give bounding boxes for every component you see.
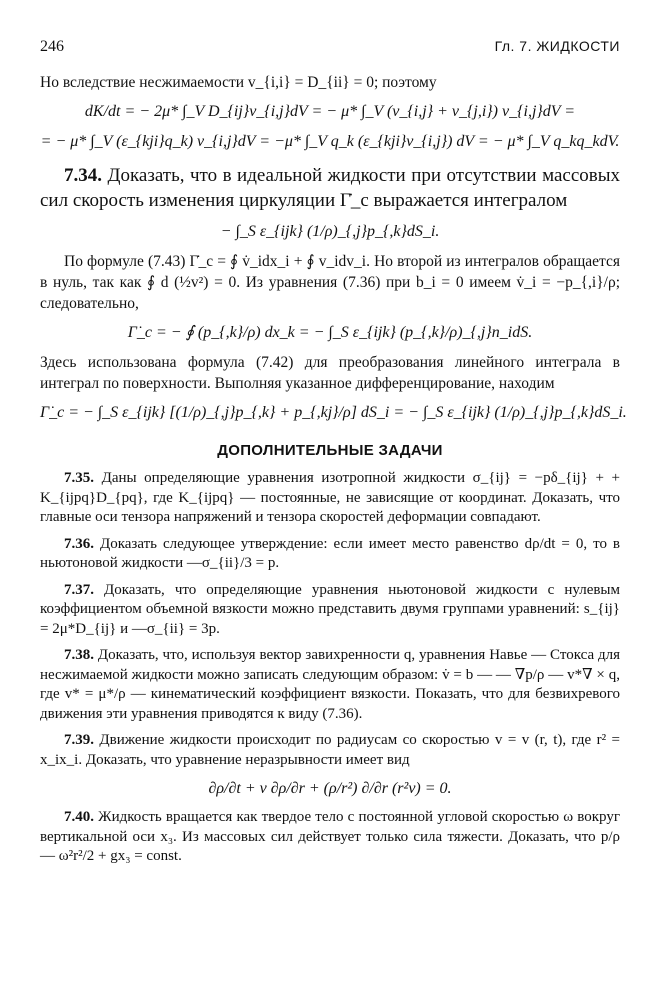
equation-dk-line-2: = − μ* ∫_V (ε_{kji}q_k) v_{i,j}dV = −μ* ∫_V q_k (ε_{kji}v_{i,j}) dV = − μ* ∫_V q_kq_kdV.	[40, 133, 620, 150]
problem-number: 7.34.	[64, 165, 102, 186]
solution-paragraph-2: Здесь использована формула (7.42) для преобразования линейного интеграла в интеграл по поверхности. Выполняя указанное дифференцирование, находим	[40, 354, 620, 392]
equation-gamma-1: Γ̇_c = − ∮ (p_{,k}/ρ) dx_k = − ∫_S ε_{ijk} (p_{,k}/ρ)_{,j}n_idS.	[127, 324, 533, 341]
solution-paragraph-1: По формуле (7.43) Γ̇_c = ∮ v̇_idx_i + ∮ v_idv_i. Но второй из интегралов обращается в нуль, так как ∮ d (½v²) = 0. Из уравнения (7.36) при b_i = 0 имеем v̇_i = −p_{,i}/ρ; следовательно,	[40, 253, 620, 312]
problem-text: Жидкость вращается как твердое тело с постоянной угловой скоростью ω вокруг вертикальной оси x₃. Из массовых сил действует только сила тяжести. Доказать, что p/ρ — ω²r²/2 + gx₃ = const.	[40, 809, 620, 864]
equation-dk-line-1: dK/dt = − 2μ* ∫_V D_{ij}v_{i,j}dV = − μ* ∫_V (v_{i,j} + v_{j,i}) v_{i,j}dV =	[84, 103, 576, 120]
problem-7-39	[40, 731, 620, 770]
problem-number: 7.39.	[64, 732, 94, 748]
chapter-title: Гл. 7. ЖИДКОСТИ	[494, 38, 620, 54]
problem-7-38	[40, 646, 620, 724]
equation-gamma-2: Γ̇_c = − ∫_S ε_{ijk} [(1/ρ)_{,j}p_{,k} + p_{,kj}/ρ] dS_i = − ∫_S ε_{ijk} (1/ρ)_{,j}p_{,k}dS_i.	[40, 404, 627, 421]
problem-text: Доказать, что определяющие уравнения ньютоновой жидкости с нулевым коэффициентом объемной вязкости можно представить двумя группами уравнений: s_{ij} = 2μ*D_{ij} и —σ_{ii} = 3p.	[40, 581, 620, 637]
problem-number: 7.35.	[64, 470, 94, 486]
problem-number: 7.40.	[64, 809, 94, 825]
page	[40, 38, 627, 874]
problem-7-37	[40, 581, 620, 640]
problem-7-34	[40, 163, 620, 213]
intro-line: Но вследствие несжимаемости v_{i,i} = D_{ii} = 0; поэтому	[40, 74, 437, 91]
equation-continuity: ∂ρ/∂t + v ∂ρ/∂r + (ρ/r²) ∂/∂r (r²v) = 0.	[208, 780, 452, 797]
running-header	[40, 38, 620, 56]
problem-text: Доказать, что, используя вектор завихренности q, уравнения Навье — Стокса для несжимаемой жидкости можно записать следующим образом: v̇ = b — — ∇p/ρ — v*∇ × q, где v* = μ*/ρ — кинематический коэффициент вязкости. Показать, что для безвихревого движения эти уравнения приводятся к виду (7.36).	[40, 647, 621, 722]
problem-number: 7.36.	[64, 535, 94, 552]
problem-7-35	[40, 469, 620, 528]
page-number: 246	[40, 38, 64, 55]
problem-number: 7.37.	[64, 581, 94, 598]
problem-7-36	[40, 535, 620, 574]
section-title: ДОПОЛНИТЕЛЬНЫЕ ЗАДАЧИ	[217, 442, 443, 459]
problem-number: 7.38.	[64, 647, 94, 663]
problem-text: Доказать следующее утверждение: если имеет место равенство dρ/dt = 0, то в ньютоновой жидкости —σ_{ii}/3 = p.	[40, 535, 621, 571]
problem-text: Доказать, что в идеальной жидкости при отсутствии массовых сил скорость изменения циркуляции Γ̇_c выражается интегралом	[40, 165, 620, 211]
problem-text: Движение жидкости происходит по радиусам со скоростью v = v (r, t), где r² = x_ix_i. Доказать, что уравнение неразрывности имеет вид	[40, 732, 621, 768]
problem-7-34-formula: − ∫_S ε_{ijk} (1/ρ)_{,j}p_{,k}dS_i.	[220, 223, 440, 240]
problem-text: Даны определяющие уравнения изотропной жидкости σ_{ij} = −pδ_{ij} + + K_{ijpq}D_{pq}, где K_{ijpq} — постоянные, не зависящие от координат. Доказать, что главные оси тензора напряжений и тензора скоростей деформации совпадают.	[40, 470, 620, 525]
problem-7-40	[40, 808, 620, 867]
